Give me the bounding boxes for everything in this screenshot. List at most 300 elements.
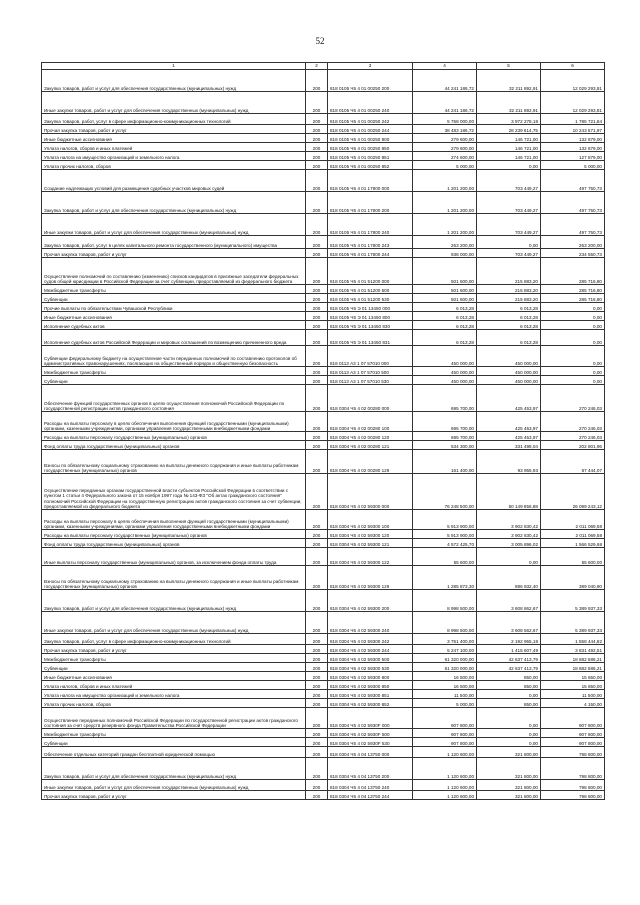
row-remaining-cell: 798 800,00 bbox=[541, 780, 605, 791]
table-row bbox=[42, 385, 605, 412]
row-name-cell: Иные закупки товаров, работ и услуг для обеспечения государственных (муниципальных) нужд bbox=[42, 780, 306, 791]
row-kbk-cell: 818 0304 Ч5 4 04 13750 240 bbox=[328, 780, 413, 791]
row-name-cell: Обеспечение функций государственных органов в целях осуществления полномочий Российской Федерации по государственной регистрации актов гражданского состояния bbox=[42, 385, 306, 412]
row-remaining-cell: 2 011 069,58 bbox=[541, 510, 605, 530]
row-approved-cell: 5 913 900,00 bbox=[413, 510, 477, 530]
row-executed-cell: 331 498,04 bbox=[477, 441, 541, 450]
row-code-cell: 200 bbox=[306, 708, 328, 729]
row-kbk-cell: 818 0304 Ч5 4 02 59300 800 bbox=[328, 672, 413, 681]
row-kbk-cell: 818 0304 Ч5 4 02 00280 121 bbox=[328, 441, 413, 450]
row-remaining-cell: 0,00 bbox=[541, 321, 605, 330]
row-kbk-cell: 818 0304 Ч5 4 04 13750 244 bbox=[328, 791, 413, 800]
row-executed-cell: 703 449,27 bbox=[477, 249, 541, 258]
row-approved-cell: 695 700,00 bbox=[413, 432, 477, 441]
row-executed-cell: 896 932,40 bbox=[477, 566, 541, 590]
row-name-cell: Осуществление полномочий по составлению (изменению) списков кандидатов в присяжные заседатели федеральных судов общей юрисдикции в Российской Федерации за счет субвенции, предоставляемой из федерального бюджета bbox=[42, 258, 306, 285]
row-approved-cell: 1 201 200,00 bbox=[413, 170, 477, 192]
row-approved-cell: 5 913 900,00 bbox=[413, 530, 477, 539]
table-row bbox=[42, 645, 605, 654]
row-remaining-cell: 907 800,00 bbox=[541, 738, 605, 747]
row-name-cell: Закупка товаров, работ и услуг для обеспечения государственных (муниципальных) нужд bbox=[42, 192, 306, 214]
row-executed-cell: 425 453,97 bbox=[477, 385, 541, 412]
row-approved-cell: 450 000,00 bbox=[413, 346, 477, 367]
row-approved-cell: 501 600,00 bbox=[413, 285, 477, 294]
row-name-cell: Прочая закупка товаров, работ и услуг bbox=[42, 645, 306, 654]
column-header: 5 bbox=[477, 63, 541, 70]
row-remaining-cell: 18 682 586,21 bbox=[541, 654, 605, 663]
table-row bbox=[42, 441, 605, 450]
row-kbk-cell: 818 0304 Ч5 4 04 13750 000 bbox=[328, 747, 413, 758]
row-kbk-cell: 818 0304 Ч5 4 02 59300 121 bbox=[328, 539, 413, 548]
table-body bbox=[42, 70, 605, 800]
row-approved-cell: 5 000,00 bbox=[413, 161, 477, 170]
table-row bbox=[42, 681, 605, 690]
row-name-cell: Иные выплаты персоналу государственных (муниципальных) органов, за исключением фонда оплаты труда bbox=[42, 548, 306, 566]
row-kbk-cell: 818 0304 Ч5 4 02 5930F 530 bbox=[328, 738, 413, 747]
row-code-cell: 200 bbox=[306, 566, 328, 590]
row-code-cell: 200 bbox=[306, 432, 328, 441]
column-header: 1 bbox=[42, 63, 306, 70]
row-code-cell: 200 bbox=[306, 170, 328, 192]
row-kbk-cell: 818 0105 Ч5 4 01 00250 200 bbox=[328, 70, 413, 92]
table-row bbox=[42, 548, 605, 566]
row-code-cell: 200 bbox=[306, 114, 328, 125]
row-kbk-cell: 818 0304 Ч5 4 02 00280 100 bbox=[328, 412, 413, 432]
row-executed-cell: 321 800,00 bbox=[477, 758, 541, 780]
row-remaining-cell: 389 040,90 bbox=[541, 566, 605, 590]
row-code-cell: 200 bbox=[306, 346, 328, 367]
row-executed-cell: 0,00 bbox=[477, 729, 541, 738]
row-code-cell: 200 bbox=[306, 612, 328, 634]
row-kbk-cell: 818 0304 Ч5 4 02 59300 244 bbox=[328, 645, 413, 654]
row-name-cell: Создание надлежащих условий для размещения судебных участков мировых судей bbox=[42, 170, 306, 192]
row-name-cell: Расходы на выплаты персоналу в целях обеспечения выполнения функций государственными (муниципальными) органами, казенными учреждениями, органами управления государственными внебюджетными фондами bbox=[42, 510, 306, 530]
row-remaining-cell: 798 800,00 bbox=[541, 758, 605, 780]
row-kbk-cell: 818 0304 Ч5 4 02 59300 200 bbox=[328, 590, 413, 612]
row-code-cell: 200 bbox=[306, 539, 328, 548]
row-remaining-cell: 5 000,00 bbox=[541, 161, 605, 170]
row-remaining-cell: 907 800,00 bbox=[541, 729, 605, 738]
row-approved-cell: 6 013,28 bbox=[413, 303, 477, 312]
row-executed-cell: 0,00 bbox=[477, 548, 541, 566]
table-row bbox=[42, 758, 605, 780]
row-code-cell: 200 bbox=[306, 663, 328, 672]
row-code-cell: 200 bbox=[306, 672, 328, 681]
row-remaining-cell: 270 246,03 bbox=[541, 412, 605, 432]
table-row bbox=[42, 612, 605, 634]
row-approved-cell: 279 600,00 bbox=[413, 134, 477, 143]
row-name-cell: Иные бюджетные ассигнования bbox=[42, 312, 306, 321]
row-remaining-cell: 11 500,00 bbox=[541, 690, 605, 699]
table-row bbox=[42, 747, 605, 758]
row-approved-cell: 501 600,00 bbox=[413, 258, 477, 285]
row-name-cell: Иные закупки товаров, работ и услуг для обеспечения государственных (муниципальных) нужд bbox=[42, 214, 306, 236]
table-row bbox=[42, 321, 605, 330]
row-approved-cell: 76 248 500,00 bbox=[413, 474, 477, 510]
table-row bbox=[42, 432, 605, 441]
row-remaining-cell: 127 879,00 bbox=[541, 152, 605, 161]
row-code-cell: 200 bbox=[306, 294, 328, 303]
row-executed-cell: 850,00 bbox=[477, 681, 541, 690]
row-name-cell: Субвенции bbox=[42, 376, 306, 385]
row-remaining-cell: 270 246,03 bbox=[541, 385, 605, 412]
table-row bbox=[42, 590, 605, 612]
row-remaining-cell: 285 716,80 bbox=[541, 285, 605, 294]
row-code-cell: 200 bbox=[306, 152, 328, 161]
row-name-cell: Фонд оплаты труда государственных (муниципальных) органов bbox=[42, 539, 306, 548]
row-approved-cell: 8 998 500,00 bbox=[413, 590, 477, 612]
row-name-cell: Закупка товаров, работ и услуг для обеспечения государственных (муниципальных) нужд bbox=[42, 758, 306, 780]
table-row bbox=[42, 780, 605, 791]
row-executed-cell: 703 449,27 bbox=[477, 192, 541, 214]
row-approved-cell: 279 600,00 bbox=[413, 143, 477, 152]
row-executed-cell: 850,00 bbox=[477, 699, 541, 708]
row-kbk-cell: 818 0304 Ч5 4 02 5930F 000 bbox=[328, 708, 413, 729]
row-kbk-cell: 818 0105 Ч5 4 01 51200 530 bbox=[328, 294, 413, 303]
row-approved-cell: 161 400,00 bbox=[413, 450, 477, 474]
row-kbk-cell: 818 0304 Ч5 4 02 59300 240 bbox=[328, 612, 413, 634]
row-name-cell: Уплата налогов, сборов и иных платежей bbox=[42, 681, 306, 690]
row-name-cell: Исполнение судебных актов bbox=[42, 321, 306, 330]
row-kbk-cell: 818 0105 Ч5 4 01 00250 851 bbox=[328, 152, 413, 161]
row-kbk-cell: 818 0105 Ч5 4 01 00250 244 bbox=[328, 125, 413, 134]
table-header-row bbox=[42, 63, 605, 70]
row-kbk-cell: 818 0304 Ч5 4 02 00280 000 bbox=[328, 385, 413, 412]
row-code-cell: 200 bbox=[306, 474, 328, 510]
row-remaining-cell: 26 099 243,12 bbox=[541, 474, 605, 510]
row-kbk-cell: 818 0105 Ч5 4 01 17800 200 bbox=[328, 192, 413, 214]
row-approved-cell: 55 600,00 bbox=[413, 548, 477, 566]
row-name-cell: Межбюджетные трансферты bbox=[42, 285, 306, 294]
table-row bbox=[42, 412, 605, 432]
row-code-cell: 200 bbox=[306, 758, 328, 780]
table-row bbox=[42, 729, 605, 738]
row-kbk-cell: 818 0304 Ч5 4 02 59300 242 bbox=[328, 634, 413, 645]
row-code-cell: 200 bbox=[306, 450, 328, 474]
row-kbk-cell: 818 0105 Ч5 4 01 00250 800 bbox=[328, 134, 413, 143]
row-code-cell: 200 bbox=[306, 510, 328, 530]
row-code-cell: 200 bbox=[306, 143, 328, 152]
row-name-cell: Прочая закупка товаров, работ и услуг bbox=[42, 791, 306, 800]
row-remaining-cell: 10 243 571,97 bbox=[541, 125, 605, 134]
table-row bbox=[42, 450, 605, 474]
row-executed-cell: 3 005 896,02 bbox=[477, 539, 541, 548]
row-kbk-cell: 818 0304 Ч5 4 02 59300 851 bbox=[328, 690, 413, 699]
row-code-cell: 200 bbox=[306, 441, 328, 450]
row-executed-cell: 215 883,20 bbox=[477, 285, 541, 294]
row-name-cell: Уплата прочих налогов, сборов bbox=[42, 699, 306, 708]
row-remaining-cell: 270 246,03 bbox=[541, 432, 605, 441]
row-name-cell: Прочая закупка товаров, работ и услуг bbox=[42, 249, 306, 258]
row-name-cell: Обеспечение отдельных категорий граждан бесплатной юридической помощью bbox=[42, 747, 306, 758]
table-row bbox=[42, 125, 605, 134]
table-row bbox=[42, 738, 605, 747]
row-code-cell: 200 bbox=[306, 214, 328, 236]
row-code-cell: 200 bbox=[306, 690, 328, 699]
row-remaining-cell: 202 801,96 bbox=[541, 441, 605, 450]
row-name-cell: Закупка товаров, работ и услуг для обеспечения государственных (муниципальных) нужд bbox=[42, 70, 306, 92]
row-code-cell: 200 bbox=[306, 367, 328, 376]
row-approved-cell: 16 500,00 bbox=[413, 672, 477, 681]
row-kbk-cell: 818 0113 А3 1 07 57010 530 bbox=[328, 376, 413, 385]
table-row bbox=[42, 690, 605, 699]
row-name-cell: Субвенции федеральному бюджету на осуществление части переданных полномочий по составлению протоколов об административных правонарушениях, посягающих на общественный порядок и общественную безопасность bbox=[42, 346, 306, 367]
row-name-cell: Фонд оплаты труда государственных (муниципальных) органов bbox=[42, 441, 306, 450]
row-code-cell: 200 bbox=[306, 70, 328, 92]
row-executed-cell: 3 902 830,42 bbox=[477, 530, 541, 539]
row-executed-cell: 3 972 278,18 bbox=[477, 114, 541, 125]
row-executed-cell: 3 902 830,42 bbox=[477, 510, 541, 530]
row-executed-cell: 6 013,28 bbox=[477, 312, 541, 321]
row-code-cell: 200 bbox=[306, 590, 328, 612]
row-executed-cell: 32 211 892,91 bbox=[477, 70, 541, 92]
row-remaining-cell: 234 550,73 bbox=[541, 249, 605, 258]
row-name-cell: Иные бюджетные ассигнования bbox=[42, 672, 306, 681]
row-kbk-cell: 818 0304 Ч5 4 02 59300 129 bbox=[328, 566, 413, 590]
row-kbk-cell: 818 0304 Ч5 4 02 59300 120 bbox=[328, 530, 413, 539]
row-executed-cell: 28 239 614,75 bbox=[477, 125, 541, 134]
row-kbk-cell: 818 0105 Ч5 4 01 17800 240 bbox=[328, 214, 413, 236]
table-row bbox=[42, 214, 605, 236]
row-code-cell: 200 bbox=[306, 699, 328, 708]
table-row bbox=[42, 474, 605, 510]
row-approved-cell: 1 120 600,00 bbox=[413, 780, 477, 791]
row-code-cell: 200 bbox=[306, 312, 328, 321]
row-executed-cell: 0,00 bbox=[477, 708, 541, 729]
row-executed-cell: 703 449,27 bbox=[477, 214, 541, 236]
table-row bbox=[42, 330, 605, 346]
row-executed-cell: 6 013,28 bbox=[477, 303, 541, 312]
row-approved-cell: 38 483 186,72 bbox=[413, 125, 477, 134]
row-code-cell: 200 bbox=[306, 258, 328, 285]
row-approved-cell: 3 751 400,00 bbox=[413, 634, 477, 645]
row-executed-cell: 50 149 856,88 bbox=[477, 474, 541, 510]
row-executed-cell: 321 800,00 bbox=[477, 780, 541, 791]
column-header: 2 bbox=[306, 63, 328, 70]
row-name-cell: Уплата прочих налогов, сборов bbox=[42, 161, 306, 170]
row-name-cell: Уплата налогов, сборов и иных платежей bbox=[42, 143, 306, 152]
row-code-cell: 200 bbox=[306, 530, 328, 539]
row-approved-cell: 5 758 000,00 bbox=[413, 114, 477, 125]
table-row bbox=[42, 236, 605, 249]
row-code-cell: 200 bbox=[306, 634, 328, 645]
row-approved-cell: 61 320 000,00 bbox=[413, 654, 477, 663]
row-kbk-cell: 818 0304 Ч5 4 02 59300 500 bbox=[328, 654, 413, 663]
row-approved-cell: 5 000,00 bbox=[413, 699, 477, 708]
row-name-cell: Расходы на выплаты персоналу в целях обеспечения выполнения функций государственными (муниципальными) органами, казенными учреждениями, органами управления государственными внебюджетными фондами bbox=[42, 412, 306, 432]
row-kbk-cell: 818 0304 Ч5 4 02 00280 129 bbox=[328, 450, 413, 474]
table-row bbox=[42, 92, 605, 114]
row-approved-cell: 450 000,00 bbox=[413, 376, 477, 385]
row-name-cell: Субвенции bbox=[42, 738, 306, 747]
row-remaining-cell: 132 879,00 bbox=[541, 134, 605, 143]
row-approved-cell: 6 013,28 bbox=[413, 312, 477, 321]
row-remaining-cell: 3 831 492,51 bbox=[541, 645, 605, 654]
row-kbk-cell: 818 0105 Ч5 Э 01 13450 831 bbox=[328, 330, 413, 346]
table-row bbox=[42, 114, 605, 125]
table-row bbox=[42, 539, 605, 548]
row-kbk-cell: 818 0105 Ч5 4 01 17800 244 bbox=[328, 249, 413, 258]
table-row bbox=[42, 143, 605, 152]
row-code-cell: 200 bbox=[306, 645, 328, 654]
row-executed-cell: 0,00 bbox=[477, 738, 541, 747]
row-approved-cell: 16 500,00 bbox=[413, 681, 477, 690]
row-remaining-cell: 0,00 bbox=[541, 303, 605, 312]
row-kbk-cell: 818 0105 Ч5 Э 01 13450 830 bbox=[328, 321, 413, 330]
row-approved-cell: 5 247 100,00 bbox=[413, 645, 477, 654]
row-executed-cell: 0,00 bbox=[477, 236, 541, 249]
row-approved-cell: 1 201 200,00 bbox=[413, 192, 477, 214]
row-kbk-cell: 818 0105 Ч5 4 01 00250 850 bbox=[328, 143, 413, 152]
row-approved-cell: 534 300,00 bbox=[413, 441, 477, 450]
row-remaining-cell: 1 558 444,82 bbox=[541, 634, 605, 645]
row-approved-cell: 274 600,00 bbox=[413, 152, 477, 161]
row-name-cell: Межбюджетные трансферты bbox=[42, 367, 306, 376]
row-approved-cell: 44 241 186,72 bbox=[413, 92, 477, 114]
table-row bbox=[42, 170, 605, 192]
table-row bbox=[42, 152, 605, 161]
row-remaining-cell: 1 785 721,84 bbox=[541, 114, 605, 125]
table-row bbox=[42, 258, 605, 285]
row-remaining-cell: 5 389 937,33 bbox=[541, 612, 605, 634]
page-number: 52 bbox=[315, 36, 325, 46]
row-code-cell: 200 bbox=[306, 285, 328, 294]
row-executed-cell: 146 721,00 bbox=[477, 143, 541, 152]
row-kbk-cell: 818 0105 Ч5 Э 01 13450 800 bbox=[328, 312, 413, 321]
row-code-cell: 200 bbox=[306, 303, 328, 312]
row-approved-cell: 6 013,28 bbox=[413, 330, 477, 346]
row-name-cell: Иные закупки товаров, работ и услуг для обеспечения государственных (муниципальных) нужд bbox=[42, 92, 306, 114]
row-kbk-cell: 818 0113 А3 1 07 57010 000 bbox=[328, 346, 413, 367]
row-remaining-cell: 0,00 bbox=[541, 346, 605, 367]
row-name-cell: Субвенции bbox=[42, 294, 306, 303]
table-row bbox=[42, 161, 605, 170]
row-remaining-cell: 15 650,00 bbox=[541, 672, 605, 681]
row-kbk-cell: 818 0304 Ч5 4 02 59300 530 bbox=[328, 663, 413, 672]
table-row bbox=[42, 134, 605, 143]
row-kbk-cell: 818 0105 Ч5 Э 01 13450 000 bbox=[328, 303, 413, 312]
row-remaining-cell: 0,00 bbox=[541, 367, 605, 376]
row-remaining-cell: 285 716,80 bbox=[541, 294, 605, 303]
row-name-cell: Прочие выплаты по обязательствам Чувашской Республики bbox=[42, 303, 306, 312]
row-name-cell: Осуществление переданных полномочий Российской Федерации по государственной регистрации актов гражданского состояния за счет средств резервного фонда Правительства Российской Федерации bbox=[42, 708, 306, 729]
row-kbk-cell: 818 0304 Ч5 4 02 00280 120 bbox=[328, 432, 413, 441]
row-remaining-cell: 15 650,00 bbox=[541, 681, 605, 690]
table-row bbox=[42, 285, 605, 294]
row-approved-cell: 450 000,00 bbox=[413, 367, 477, 376]
row-approved-cell: 695 700,00 bbox=[413, 385, 477, 412]
row-remaining-cell: 1 566 529,68 bbox=[541, 539, 605, 548]
row-code-cell: 200 bbox=[306, 92, 328, 114]
row-remaining-cell: 497 750,73 bbox=[541, 214, 605, 236]
row-remaining-cell: 18 682 586,21 bbox=[541, 663, 605, 672]
row-executed-cell: 6 013,28 bbox=[477, 321, 541, 330]
row-code-cell: 200 bbox=[306, 125, 328, 134]
row-executed-cell: 42 637 413,79 bbox=[477, 663, 541, 672]
row-approved-cell: 907 800,00 bbox=[413, 729, 477, 738]
table-row bbox=[42, 672, 605, 681]
row-executed-cell: 215 883,20 bbox=[477, 294, 541, 303]
table-row bbox=[42, 663, 605, 672]
table-row bbox=[42, 566, 605, 590]
row-remaining-cell: 907 800,00 bbox=[541, 708, 605, 729]
row-code-cell: 200 bbox=[306, 729, 328, 738]
budget-execution-table bbox=[41, 62, 605, 800]
row-name-cell: Закупка товаров, работ, услуг в сфере информационно-коммуникационных технологий bbox=[42, 114, 306, 125]
table-row bbox=[42, 699, 605, 708]
row-name-cell: Закупка товаров, работ, услуг в сфере информационно-коммуникационных технологий bbox=[42, 634, 306, 645]
table-row bbox=[42, 530, 605, 539]
row-approved-cell: 1 120 600,00 bbox=[413, 747, 477, 758]
row-remaining-cell: 0,00 bbox=[541, 330, 605, 346]
row-executed-cell: 3 608 862,67 bbox=[477, 590, 541, 612]
row-name-cell: Исполнение судебных актов Российской Федерации и мировых соглашений по возмещению причиненного вреда bbox=[42, 330, 306, 346]
row-remaining-cell: 67 444,07 bbox=[541, 450, 605, 474]
table-row bbox=[42, 346, 605, 367]
row-executed-cell: 450 000,00 bbox=[477, 376, 541, 385]
row-code-cell: 200 bbox=[306, 249, 328, 258]
row-executed-cell: 703 449,27 bbox=[477, 170, 541, 192]
row-name-cell: Уплата налога на имущество организаций и земельного налога bbox=[42, 690, 306, 699]
row-kbk-cell: 818 0105 Ч5 4 01 00250 240 bbox=[328, 92, 413, 114]
row-code-cell: 200 bbox=[306, 738, 328, 747]
row-name-cell: Межбюджетные трансферты bbox=[42, 654, 306, 663]
row-remaining-cell: 0,00 bbox=[541, 312, 605, 321]
row-remaining-cell: 798 800,00 bbox=[541, 747, 605, 758]
row-code-cell: 200 bbox=[306, 791, 328, 800]
table-row bbox=[42, 708, 605, 729]
row-executed-cell: 146 721,00 bbox=[477, 134, 541, 143]
row-code-cell: 200 bbox=[306, 654, 328, 663]
table-row bbox=[42, 376, 605, 385]
row-name-cell: Прочая закупка товаров, работ и услуг bbox=[42, 125, 306, 134]
row-remaining-cell: 5 389 937,33 bbox=[541, 590, 605, 612]
row-kbk-cell: 818 0304 Ч5 4 02 59300 122 bbox=[328, 548, 413, 566]
row-executed-cell: 321 800,00 bbox=[477, 747, 541, 758]
row-executed-cell: 0,00 bbox=[477, 690, 541, 699]
column-header: 4 bbox=[413, 63, 477, 70]
row-executed-cell: 425 453,97 bbox=[477, 432, 541, 441]
row-code-cell: 200 bbox=[306, 385, 328, 412]
row-kbk-cell: 818 0304 Ч5 4 04 13750 200 bbox=[328, 758, 413, 780]
row-approved-cell: 1 201 200,00 bbox=[413, 214, 477, 236]
row-executed-cell: 0,00 bbox=[477, 161, 541, 170]
row-kbk-cell: 818 0105 Ч5 4 01 51200 000 bbox=[328, 258, 413, 285]
row-approved-cell: 4 572 425,70 bbox=[413, 539, 477, 548]
table-row bbox=[42, 510, 605, 530]
row-code-cell: 200 bbox=[306, 321, 328, 330]
row-approved-cell: 8 998 500,00 bbox=[413, 612, 477, 634]
table-row bbox=[42, 303, 605, 312]
row-name-cell: Взносы по обязательному социальному страхованию на выплаты денежного содержания и иные выплаты работникам государственных (муниципальных) органов bbox=[42, 566, 306, 590]
table-row bbox=[42, 70, 605, 92]
row-name-cell: Межбюджетные трансферты bbox=[42, 729, 306, 738]
row-approved-cell: 938 000,00 bbox=[413, 249, 477, 258]
row-approved-cell: 263 200,00 bbox=[413, 236, 477, 249]
row-approved-cell: 61 320 000,00 bbox=[413, 663, 477, 672]
row-approved-cell: 695 700,00 bbox=[413, 412, 477, 432]
row-executed-cell: 2 192 955,18 bbox=[477, 634, 541, 645]
row-code-cell: 200 bbox=[306, 747, 328, 758]
row-code-cell: 200 bbox=[306, 412, 328, 432]
row-executed-cell: 215 883,20 bbox=[477, 258, 541, 285]
row-executed-cell: 146 721,00 bbox=[477, 152, 541, 161]
row-code-cell: 200 bbox=[306, 330, 328, 346]
row-kbk-cell: 818 0304 Ч5 4 02 59300 850 bbox=[328, 681, 413, 690]
row-name-cell: Иные закупки товаров, работ и услуг для обеспечения государственных (муниципальных) нужд bbox=[42, 612, 306, 634]
row-remaining-cell: 285 716,80 bbox=[541, 258, 605, 285]
row-code-cell: 200 bbox=[306, 681, 328, 690]
